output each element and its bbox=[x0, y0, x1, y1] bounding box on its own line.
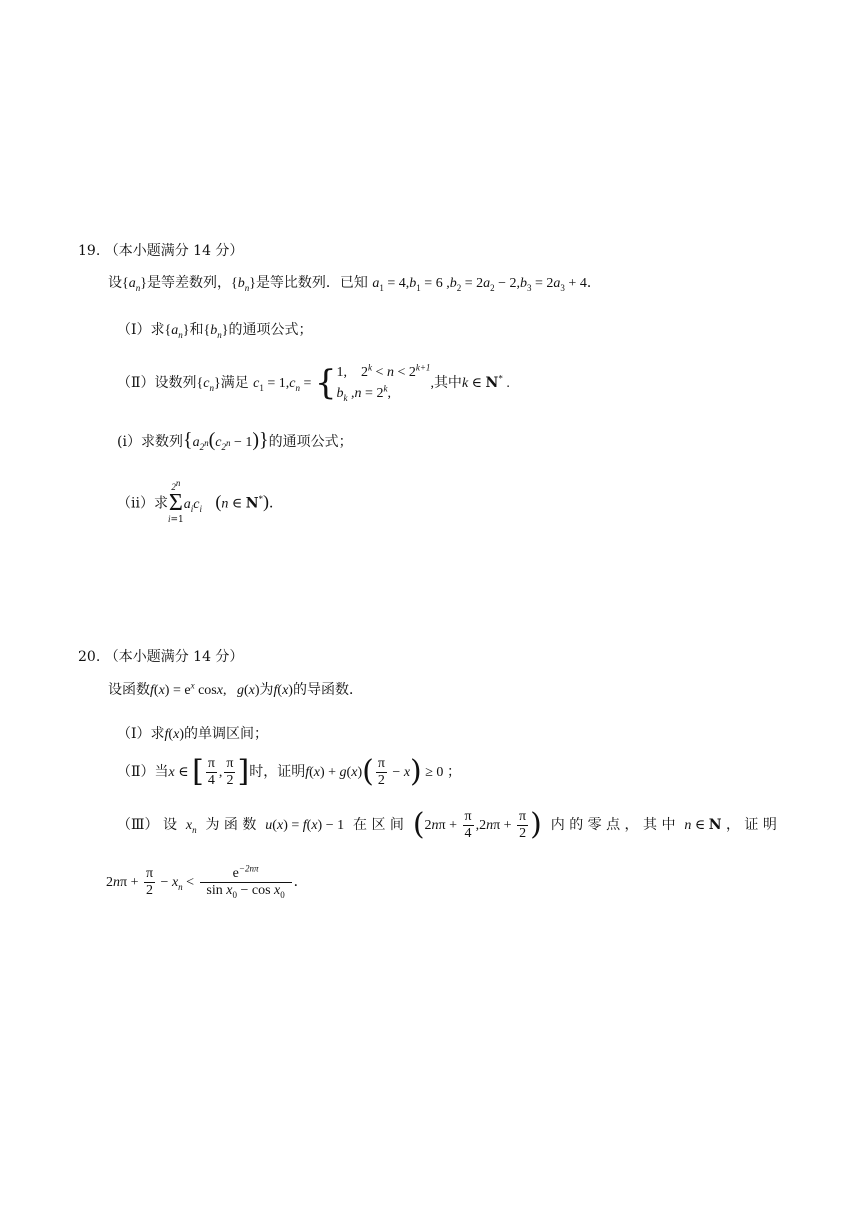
q20-header bbox=[78, 647, 243, 667]
q20-number: 20. bbox=[78, 649, 101, 665]
q20-part-2: （Ⅱ）当x ∈ [ $\frac{\pi}{4}$ , $\frac{\pi}{2}$ ]时，证明f(x) + g(x)( $\frac{\pi}{2}$ − x) ≥ 0 ； bbox=[117, 754, 461, 789]
q19-part-2: （Ⅱ）设数列$\{c_n\}$满足 $c_1 = 1,c_n = \{1$, $2^k < n < 2^{k+1}$ $b_k$ $,n = 2^k$,,其中k ∈ N* . bbox=[117, 362, 510, 403]
q19-header bbox=[78, 241, 243, 261]
q19-part-1: （Ⅰ）求$\{a_n\}$和$\{b_n\}$的通项公式； bbox=[117, 322, 313, 340]
q20-part-3: （Ⅲ） 设 $x_n$ 为 函 数 u(x) = f(x) − 1 在 区 间 (2nπ + $\frac{\pi}{4}$ ,2nπ + $\frac{\pi}{2}$ ) 内 的 零 点 ， 其 中 n ∈ N ， 证 明 bbox=[117, 807, 777, 842]
q19-intro: 设$\{a_n\}$是等差数列，$\{b_n\}$是等比数列．已知 $a_1 = 4,b_1 = 6$ $,b_2 = 2a_2 - 2,b_3 = 2a_3 + 4$． bbox=[108, 275, 601, 293]
q19-score: （本小题满分 14 分） bbox=[104, 243, 244, 259]
q20-intro: 设函数$f(x) = e^x$ cosx, g(x)为f(x)的导函数． bbox=[108, 680, 363, 698]
q20-part-1: （Ⅰ）求f(x)的单调区间； bbox=[117, 726, 268, 742]
q19-part-2-i: (i）求数列$\{a_{2^n}(c_{2^n} - 1)\}$的通项公式； bbox=[117, 429, 353, 452]
q19-number: 19. bbox=[78, 243, 101, 259]
q20-score: （本小题满分 14 分） bbox=[104, 649, 244, 665]
q19-part-2-ii: （ii）求 2$^n$ Σ i=1 $a_ic_i$ (n ∈ N*)． bbox=[117, 478, 284, 525]
q20-part-3-inequality: 2nπ + $\frac{\pi}{2}$ − $x_n$ < $\frac{e^{-2n\pi}}{\sin x_0 - \cos x_0}$ ． bbox=[106, 862, 308, 900]
